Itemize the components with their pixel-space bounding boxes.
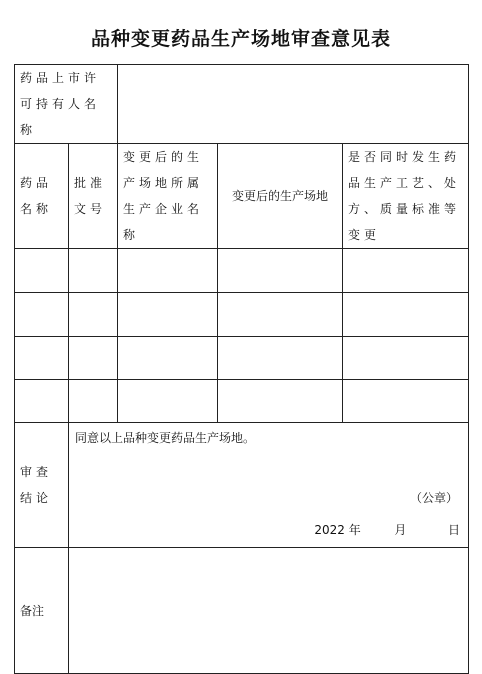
col-header-drug-name: 药品名称 <box>15 144 69 249</box>
table-row <box>15 380 469 423</box>
cell-site[interactable] <box>218 380 343 423</box>
official-seal-label: （公章） <box>410 491 459 505</box>
cell-enterprise[interactable] <box>118 249 218 293</box>
cell-drug-name[interactable] <box>15 293 69 337</box>
cell-enterprise[interactable] <box>118 293 218 337</box>
cell-approval-no[interactable] <box>69 380 118 423</box>
cell-other-changes[interactable] <box>343 249 469 293</box>
col-header-approval-no: 批准文号 <box>69 144 118 249</box>
approval-date <box>314 521 460 539</box>
cell-enterprise[interactable] <box>118 380 218 423</box>
cell-site[interactable] <box>218 293 343 337</box>
cell-other-changes[interactable] <box>343 337 469 380</box>
form-title: 品种变更药品生产场地审查意见表 <box>90 28 391 50</box>
cell-site[interactable] <box>218 249 343 293</box>
holder-row <box>15 65 469 144</box>
table-row <box>15 249 469 293</box>
cell-other-changes[interactable] <box>343 293 469 337</box>
date-day: 日 <box>448 523 461 537</box>
date-month: 月 <box>394 523 407 537</box>
table-row <box>15 293 469 337</box>
holder-label: 药品上市许可持有人名称 <box>15 65 118 144</box>
cell-drug-name[interactable] <box>15 380 69 423</box>
cell-drug-name[interactable] <box>15 249 69 293</box>
cell-other-changes[interactable] <box>343 380 469 423</box>
cell-approval-no[interactable] <box>69 293 118 337</box>
cell-site[interactable] <box>218 337 343 380</box>
conclusion-text: 同意以上品种变更药品生产场地。 <box>75 431 256 445</box>
col-header-site: 变更后的生产场地 <box>218 144 343 249</box>
review-form-table <box>14 64 469 674</box>
cell-enterprise[interactable] <box>118 337 218 380</box>
conclusion-cell[interactable] <box>69 423 469 548</box>
table-row <box>15 337 469 380</box>
conclusion-row <box>15 423 469 548</box>
col-header-other-changes: 是否同时发生药品生产工艺、处方、质量标准等变更 <box>343 144 469 249</box>
holder-value-field[interactable] <box>118 65 469 144</box>
col-header-enterprise: 变更后的生产场地所属生产企业名称 <box>118 144 218 249</box>
date-year: 2022 年 <box>314 523 361 537</box>
remarks-field[interactable] <box>69 548 469 674</box>
remarks-label: 备注 <box>15 548 69 674</box>
remarks-row <box>15 548 469 674</box>
header-row <box>15 144 469 249</box>
conclusion-label: 审查结论 <box>15 423 69 548</box>
cell-drug-name[interactable] <box>15 337 69 380</box>
cell-approval-no[interactable] <box>69 337 118 380</box>
cell-approval-no[interactable] <box>69 249 118 293</box>
